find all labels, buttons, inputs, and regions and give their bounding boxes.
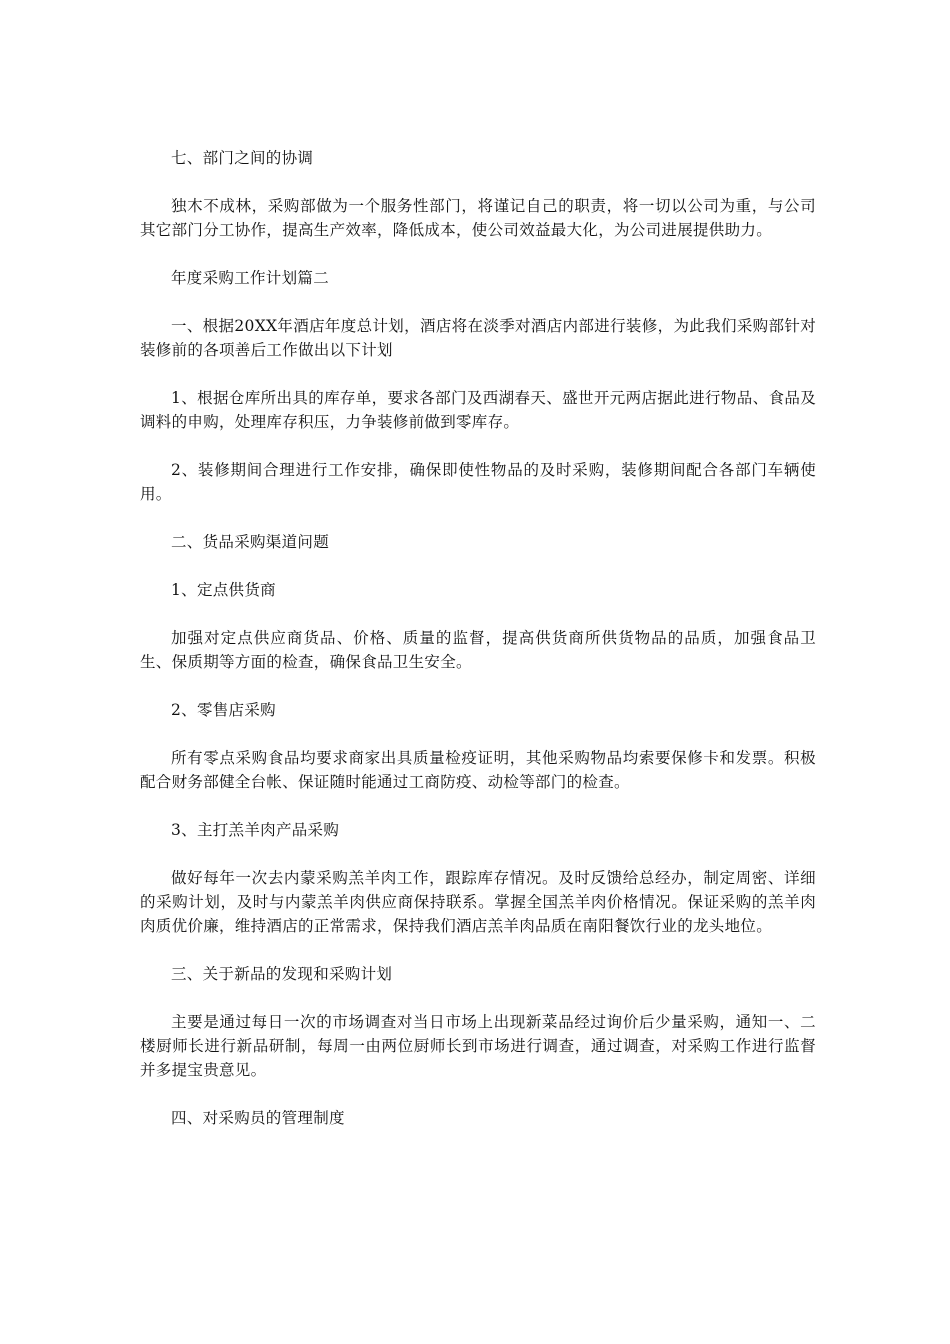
- paragraph: 做好每年一次去内蒙采购羔羊肉工作，跟踪库存情况。及时反馈给总经办，制定周密、详细的采购计划，及时与内蒙羔羊肉供应商保持联系。掌握全国羔羊肉价格情况。保证采购的羔羊肉肉质优价廉，维持酒店的正常需求，保持我们酒店羔羊肉品质在南阳餐饮行业的龙头地位。: [140, 869, 816, 935]
- sub-heading: 1、定点供货商: [171, 581, 276, 599]
- paragraph: 独木不成林，采购部做为一个服务性部门，将谨记自己的职责，将一切以公司为重，与公司其它部门分工协作，提高生产效率，降低成本，使公司效益最大化，为公司进展提供助力。: [140, 197, 816, 239]
- section-heading: 一、根据20XX年酒店年度总计划，酒店将在淡季对酒店内部进行装修，为此我们采购部针对装修前的各项善后工作做出以下计划: [140, 317, 816, 359]
- paragraph: 主要是通过每日一次的市场调查对当日市场上出现新菜品经过询价后少量采购，通知一、二楼厨师长进行新品研制，每周一由两位厨师长到市场进行调查，通过调查，对采购工作进行监督并多提宝贵意见。: [140, 1013, 816, 1079]
- section-heading: 二、货品采购渠道问题: [171, 533, 330, 551]
- section-heading: 三、关于新品的发现和采购计划: [171, 965, 393, 983]
- sub-heading: 2、零售店采购: [171, 701, 276, 719]
- paragraph: 1、根据仓库所出具的库存单，要求各部门及西湖春天、盛世开元两店据此进行物品、食品及调料的申购，处理库存积压，力争装修前做到零库存。: [140, 389, 816, 431]
- document-body: [140, 146, 816, 1154]
- part-title: 年度采购工作计划篇二: [171, 269, 330, 287]
- sub-heading: 3、主打羔羊肉产品采购: [171, 821, 340, 839]
- section-heading: 四、对采购员的管理制度: [171, 1109, 345, 1127]
- paragraph: 加强对定点供应商货品、价格、质量的监督，提高供货商所供货物品的品质，加强食品卫生、保质期等方面的检查，确保食品卫生安全。: [140, 629, 816, 671]
- section-heading-coordination: 七、部门之间的协调: [171, 149, 314, 167]
- paragraph: 所有零点采购食品均要求商家出具质量检疫证明，其他采购物品均索要保修卡和发票。积极配合财务部健全台帐、保证随时能通过工商防疫、动检等部门的检查。: [140, 749, 816, 791]
- paragraph: 2、装修期间合理进行工作安排，确保即使性物品的及时采购，装修期间配合各部门车辆使用。: [140, 461, 816, 503]
